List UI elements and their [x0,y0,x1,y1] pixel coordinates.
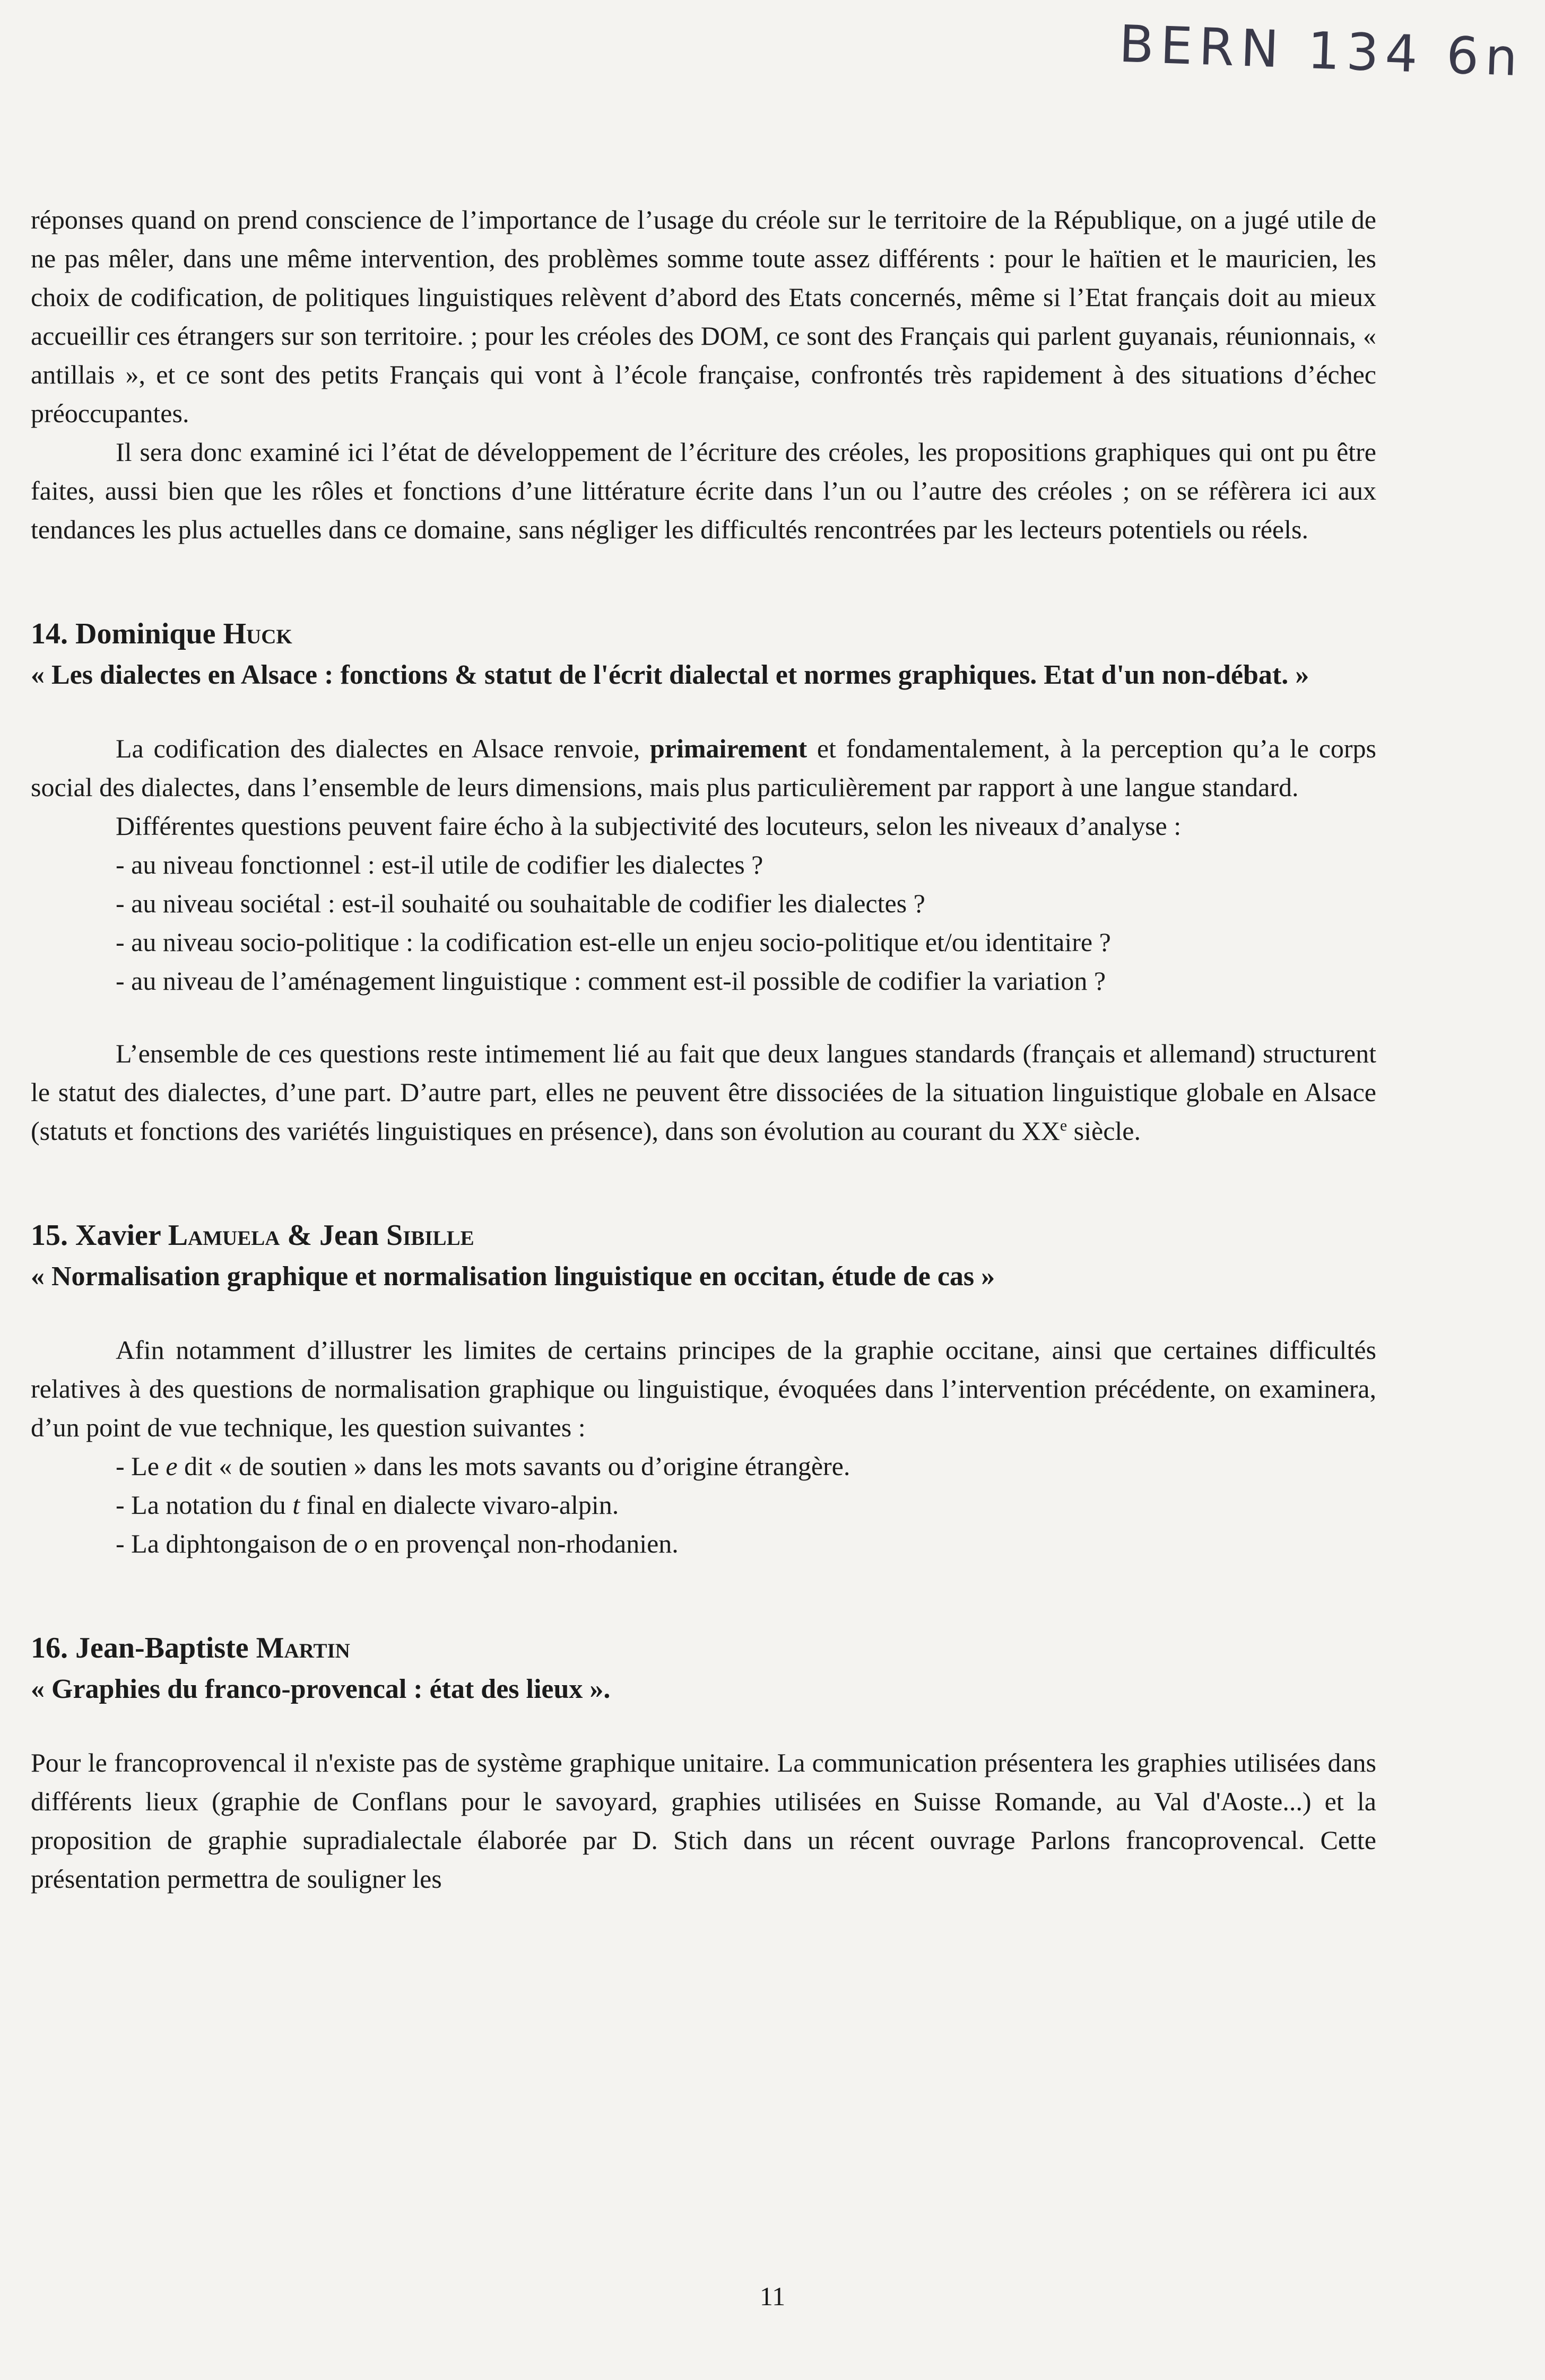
section-14-question-list [31,845,1376,1000]
item-text: final en dialecte vivaro-alpin. [300,1490,619,1520]
section-14-title: « Les dialectes en Alsace : fonctions & statut de l'écrit dialectal et normes graphiques. Etat d'un non-débat. » [31,660,1309,690]
item-text: - La notation du [116,1490,293,1520]
section-16-paragraph-1: Pour le francoprovencal il n'existe pas de système graphique unitaire. La communication présentera les graphies utilisées dans différents lieux (graphie de Conflans pour le savoyard, graphies utilisées en Suisse Romande, au Val d'Aoste...) et la proposition de graphie supradialectale élaborée par D. Stich dans un récent ouvrage Parlons francoprovencal. Cette présentation permettra de souligner les [31,1748,1376,1894]
list-item [116,1486,1376,1524]
intro-paragraph-2: Il sera donc examiné ici l’état de développement de l’écriture des créoles, les propositions graphiques qui ont pu être faites, aussi bien que les rôles et fonctions d’une littérature écrite dans l’un ou l’autre des créoles ; on se réfèrera ici aux tendances les plus actuelles dans ce domaine, sans négliger les difficultés rencontrées par les lecteurs potentiels ou réels. [31,437,1376,544]
section-14-p3-end: siècle. [1067,1116,1141,1146]
section-14-paragraph-2: Différentes questions peuvent faire écho à la subjectivité des locuteurs, selon les niveaux d’analyse : [116,811,1182,841]
section-15-question-list [31,1447,1376,1563]
section-14-p1-end: et fondamentalement, à la perception qu’a le corps social des dialectes, dans l’ensemble de leurs dimensions, mais plus particulièrement par rapport à une langue standard. [31,734,1376,802]
section-15-conjunction: & Jean [280,1219,387,1252]
section-16-heading [31,1627,1376,1669]
item-text: - La diphtongaison de [116,1529,354,1558]
item-text: - Le [116,1451,166,1481]
list-item: - au niveau de l’aménagement linguistique : comment est-il possible de codifier la variation ? [116,966,1106,996]
section-15-number: 15. Xavier [31,1219,168,1252]
section-14-heading [31,613,1376,655]
section-14-p3-sup: e [1060,1117,1067,1135]
section-14-number: 14. Dominique [31,617,223,650]
item-text: dit « de soutien » dans les mots savants ou d’origine étrangère. [177,1451,850,1481]
page-number: 11 [759,2281,786,2311]
section-16-author: Martin [256,1632,350,1664]
handwritten-annotation: BERN 134 6n [1118,14,1525,88]
list-item: - au niveau sociétal : est-il souhaité ou souhaitable de codifier les dialectes ? [116,888,925,918]
page-content [31,200,1376,1898]
section-15-author-2: Sibille [386,1219,474,1252]
list-item: - au niveau fonctionnel : est-il utile de codifier les dialectes ? [116,850,763,879]
item-text: en provençal non-rhodanien. [367,1529,679,1558]
section-14-paragraph-1 [31,729,1376,807]
list-item: - au niveau socio-politique : la codification est-elle un enjeu socio-politique et/ou identitaire ? [116,927,1111,957]
intro-paragraph-1: réponses quand on prend conscience de l’importance de l’usage du créole sur le territoire de la République, on a jugé utile de ne pas mêler, dans une même intervention, des problèmes somme toute assez différents : pour le haïtien et le mauricien, les choix de codification, de politiques linguistiques relèvent d’abord des Etats concernés, même si l’Etat français doit au mieux accueillir ces étrangers sur son territoire. ; pour les créoles des DOM, ce sont des Français qui parlent guyanais, réunionnais, « antillais », et ce sont des petits Français qui vont à l’école française, confrontés très rapidement à des situations d’échec préoccupantes. [31,205,1376,428]
section-15-heading [31,1214,1376,1257]
section-15-paragraph-1: Afin notamment d’illustrer les limites de certains principes de la graphie occitane, ainsi que certaines difficultés relatives à des questions de normalisation graphique ou linguistique, évoquées dans l’intervention précédente, on examinera, d’un point de vue technique, les question suivantes : [31,1335,1376,1442]
list-item [116,1447,1376,1486]
section-14-author: Huck [223,617,292,650]
section-14-paragraph-3 [31,1034,1376,1150]
section-14-p1-start: La codification des dialectes en Alsace renvoie, [116,734,650,763]
section-16-number: 16. Jean-Baptiste [31,1632,256,1664]
section-15-author-1: Lamuela [168,1219,280,1252]
section-16-title: « Graphies du franco-provencal : état des lieux ». [31,1674,611,1704]
list-item [116,1524,1376,1563]
item-italic: o [354,1529,368,1558]
item-italic: e [166,1451,178,1481]
section-14-p1-bold: primairement [649,734,808,763]
item-italic: t [292,1490,300,1520]
section-15-title: « Normalisation graphique et normalisation linguistique en occitan, étude de cas » [31,1261,995,1292]
section-14-p3-start: L’ensemble de ces questions reste intimement lié au fait que deux langues standards (français et allemand) structurent le statut des dialectes, d’une part. D’autre part, elles ne peuvent être dissociées de la situation linguistique globale en Alsace (statuts et fonctions des variétés linguistiques en présence), dans son évolution au courant du XX [31,1039,1376,1146]
